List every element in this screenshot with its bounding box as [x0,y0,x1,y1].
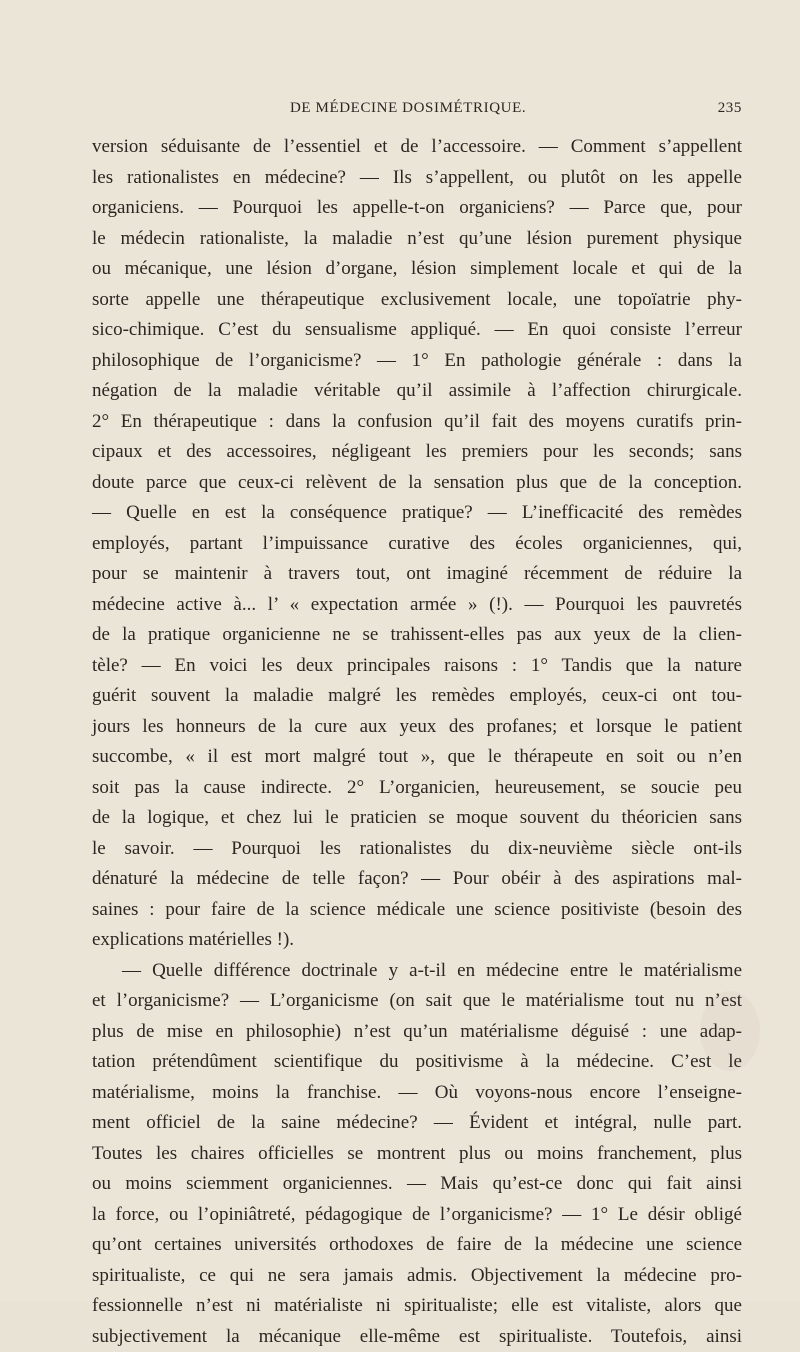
text-line: saines : pour faire de la science médicale une science positiviste (besoin des [92,895,742,926]
text-line: sorte appelle une thérapeutique exclusivement locale, une topoïatrie phy- [92,285,742,316]
text-line: version séduisante de l’essentiel et de l’accessoire. — Comment s’appellent [92,132,742,163]
text-line: organiciens. — Pourquoi les appelle-t-on organiciens? — Parce que, pour [92,193,742,224]
body-text [92,132,742,1352]
text-line: médecine active à... l’ « expectation armée » (!). — Pourquoi les pauvretés [92,590,742,621]
text-line: subjectivement la mécanique elle-même est spiritualiste. Toutefois, ainsi [92,1322,742,1352]
text-line: — Quelle en est la conséquence pratique? — L’inefficacité des remèdes [92,498,742,529]
text-line: ou mécanique, une lésion d’organe, lésion simplement locale et qui de la [92,254,742,285]
text-line: tèle? — En voici les deux principales raisons : 1° Tandis que la nature [92,651,742,682]
text-line: Toutes les chaires officielles se montrent plus ou moins franchement, plus [92,1139,742,1170]
text-line: cipaux et des accessoires, négligeant les premiers pour les seconds; sans [92,437,742,468]
text-line: philosophique de l’organicisme? — 1° En pathologie générale : dans la [92,346,742,377]
text-line: plus de mise en philosophie) n’est qu’un matérialisme déguisé : une adap- [92,1017,742,1048]
text-line: 2° En thérapeutique : dans la confusion qu’il fait des moyens curatifs prin- [92,407,742,438]
text-line: employés, partant l’impuissance curative des écoles organiciennes, qui, [92,529,742,560]
text-line: — Quelle différence doctrinale y a-t-il en médecine entre le matérialisme [92,956,742,987]
text-line: la force, ou l’opiniâtreté, pédagogique de l’organicisme? — 1° Le désir obligé [92,1200,742,1231]
text-line: de la pratique organicienne ne se trahissent-elles pas aux yeux de la clien- [92,620,742,651]
text-line: tation prétendûment scientifique du positivisme à la médecine. C’est le [92,1047,742,1078]
page-number: 235 [718,100,742,117]
text-line: négation de la maladie véritable qu’il assimile à l’affection chirurgicale. [92,376,742,407]
text-line: sico-chimique. C’est du sensualisme appliqué. — En quoi consiste l’erreur [92,315,742,346]
text-line: spiritualiste, ce qui ne sera jamais admis. Objectivement la médecine pro- [92,1261,742,1292]
text-line: jours les honneurs de la cure aux yeux des profanes; et lorsque le patient [92,712,742,743]
text-line: qu’ont certaines universités orthodoxes de faire de la médecine une science [92,1230,742,1261]
text-line: le médecin rationaliste, la maladie n’est qu’une lésion purement physique [92,224,742,255]
text-line: guérit souvent la maladie malgré les remèdes employés, ceux-ci ont tou- [92,681,742,712]
paper-stain [700,991,760,1071]
text-line: soit pas la cause indirecte. 2° L’organicien, heureusement, se soucie peu [92,773,742,804]
text-line: et l’organicisme? — L’organicisme (on sait que le matérialisme tout nu n’est [92,986,742,1017]
text-line: doute parce que ceux-ci relèvent de la sensation plus que de la conception. [92,468,742,499]
text-line: succombe, « il est mort malgré tout », que le thérapeute en soit ou n’en [92,742,742,773]
text-line: ou moins sciemment organiciennes. — Mais qu’est-ce donc qui fait ainsi [92,1169,742,1200]
text-line: ment officiel de la saine médecine? — Évident et intégral, nulle part. [92,1108,742,1139]
text-line: matérialisme, moins la franchise. — Où voyons-nous encore l’enseigne- [92,1078,742,1109]
running-title: DE MÉDECINE DOSIMÉTRIQUE. [290,100,526,117]
text-line: pour se maintenir à travers tout, ont imaginé récemment de réduire la [92,559,742,590]
page-header [92,100,742,124]
text-line: fessionnelle n’est ni matérialiste ni spiritualiste; elle est vitaliste, alors que [92,1291,742,1322]
text-line: explications matérielles !). [92,925,742,956]
text-line: le savoir. — Pourquoi les rationalistes du dix-neuvième siècle ont-ils [92,834,742,865]
text-line: dénaturé la médecine de telle façon? — Pour obéir à des aspirations mal- [92,864,742,895]
text-line: de la logique, et chez lui le praticien se moque souvent du théoricien sans [92,803,742,834]
text-line: les rationalistes en médecine? — Ils s’appellent, ou plutôt on les appelle [92,163,742,194]
